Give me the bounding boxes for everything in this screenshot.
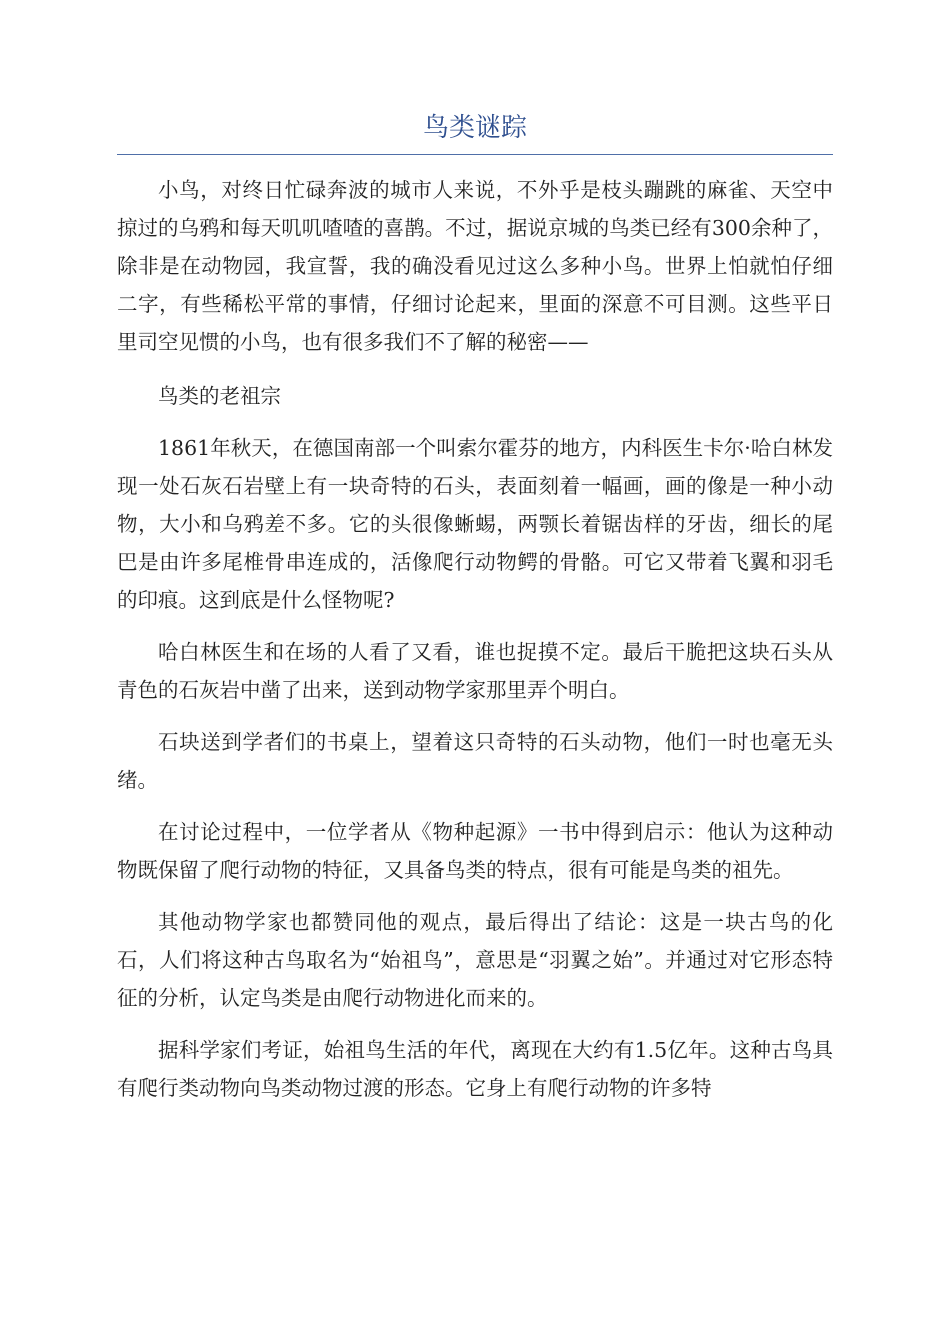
paragraph-scholars: 石块送到学者们的书桌上，望着这只奇特的石头动物，他们一时也毫无头绪。: [117, 730, 833, 792]
document-page: [117, 108, 833, 1121]
paragraph-conclusion: 其他动物学家也都赞同他的观点，最后得出了结论：这是一块古鸟的化石，人们将这种古鸟取名为“始祖鸟”，意思是“羽翼之始”。并通过对它形态特征的分析，认定鸟类是由爬行动物进化而来的。: [117, 910, 833, 1010]
section-heading: 鸟类的老祖宗: [158, 384, 281, 408]
document-body: [117, 171, 833, 1107]
paragraph-excavation: 哈白林医生和在场的人看了又看，谁也捉摸不定。最后干脆把这块石头从青色的石灰岩中凿了出来，送到动物学家那里弄个明白。: [117, 640, 833, 702]
paragraph-discussion: 在讨论过程中，一位学者从《物种起源》一书中得到启示：他认为这种动物既保留了爬行动物的特征，又具备鸟类的特点，很有可能是鸟类的祖先。: [117, 820, 833, 882]
paragraph-discovery: 1861年秋天，在德国南部一个叫索尔霍芬的地方，内科医生卡尔·哈白林发现一处石灰石岩壁上有一块奇特的石头，表面刻着一幅画，画的像是一种小动物，大小和乌鸦差不多。它的头很像蜥蜴，两颚长着锯齿样的牙齿，细长的尾巴是由许多尾椎骨串连成的，活像爬行动物鳄的骨骼。可它又带着飞翼和羽毛的印痕。这到底是什么怪物呢?: [117, 436, 833, 612]
paragraph-dating: 据科学家们考证，始祖鸟生活的年代，离现在大约有1.5亿年。这种古鸟具有爬行类动物向鸟类动物过渡的形态。它身上有爬行动物的许多特: [117, 1038, 833, 1100]
paragraph-intro: 小鸟，对终日忙碌奔波的城市人来说，不外乎是枝头蹦跳的麻雀、天空中掠过的乌鸦和每天叽叽喳喳的喜鹊。不过，据说京城的鸟类已经有300余种了，除非是在动物园，我宣誓，我的确没看见过这么多种小鸟。世界上怕就怕仔细二字，有些稀松平常的事情，仔细讨论起来，里面的深意不可目测。这些平日里司空见惯的小鸟，也有很多我们不了解的秘密——: [117, 178, 833, 354]
document-title: 鸟类谜踪: [117, 108, 833, 155]
